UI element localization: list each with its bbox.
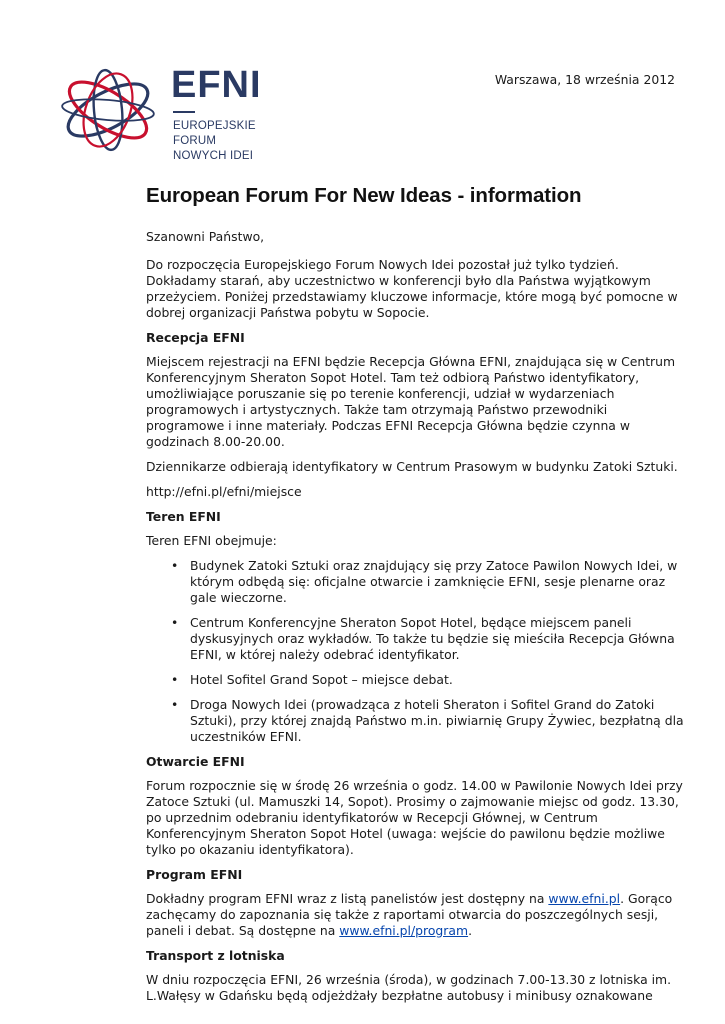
section-heading-program: Program EFNI <box>146 867 243 882</box>
recepcja-paragraph: Miejscem rejestracji na EFNI będzie Recepcja Główna EFNI, znajdująca się w Centrum Konferencyjnym Sheraton Sopot Hotel. Tam też odbiorą Państwo identyfikatory, umożliwiające poruszanie się po terenie konferencji, udział w wydarzeniach programowych i artystycznych. Także tam otrzymają Państwo przewodniki programowe i inne materiały. Podczas EFNI Recepcja Główna będzie czynna w godzinach 8.00-20.00. <box>146 354 676 449</box>
letter-date: Warszawa, 18 września 2012 <box>494 72 675 87</box>
efni-program-link[interactable]: www.efni.pl/program <box>339 923 469 938</box>
teren-intro: Teren EFNI obejmuje: <box>146 533 277 548</box>
program-text-c: . <box>468 923 473 938</box>
intro-paragraph: Do rozpoczęcia Europejskiego Forum Nowych Idei pozostał już tylko tydzień. Dokładamy starań, aby uczestnictwo w konferencji było dla Państwa wyjątkowym przeżyciem. Poniżej przedstawiamy kluczowe informacje, które mogą być pomocne w dobrej organizacji Państwa pobytu w Sopocie. <box>146 257 678 320</box>
efni-globe-icon <box>58 58 170 170</box>
logo-subtitle-line2: NOWYCH IDEI <box>173 150 254 162</box>
program-paragraph <box>146 891 686 939</box>
logo-title: EFNI <box>171 64 262 106</box>
logo-divider <box>173 111 195 113</box>
list-item: • Budynek Zatoki Sztuki oraz znajdujący się przy Zatoce Pawilon Nowych Idei, w którym odbędą się: oficjalne otwarcie i zamknięcie EFNI, sesje plenarne oraz gale wieczorne. <box>146 558 686 606</box>
section-heading-transport: Transport z lotniska <box>146 948 285 963</box>
section-heading-recepcja: Recepcja EFNI <box>146 330 245 345</box>
efni-link[interactable]: www.efni.pl <box>548 891 621 906</box>
logo-subtitle-line1: EUROPEJSKIE FORUM <box>173 120 256 147</box>
otwarcie-paragraph: Forum rozpocznie się w środę 26 września o godz. 14.00 w Pawilonie Nowych Idei przy Zatoce Sztuki (ul. Mamuszki 14, Sopot). Prosimy o zajmowanie miejsc od godz. 13.30, po uprzednim odebraniu identyfikatorów w Recepcji Głównej, w Centrum Konferencyjnym Sheraton Sopot Hotel (uwaga: wejście do pawilonu będzie możliwe tylko po okazaniu identyfikatora). <box>146 778 683 857</box>
section-heading-teren: Teren EFNI <box>146 509 221 524</box>
recepcja-press-paragraph: Dziennikarze odbierają identyfikatory w Centrum Prasowym w budynku Zatoki Sztuki. <box>146 459 678 474</box>
greeting: Szanowni Państwo, <box>146 229 265 244</box>
document-body <box>146 184 686 1013</box>
section-heading-otwarcie: Otwarcie EFNI <box>146 754 245 769</box>
logo-subtitle <box>173 119 298 164</box>
page-title: European Forum For New Ideas - information <box>146 184 582 207</box>
list-item: • Hotel Sofitel Grand Sopot – miejsce debat. <box>146 672 686 688</box>
efni-logo <box>58 58 298 170</box>
teren-list <box>146 558 686 745</box>
transport-paragraph: W dniu rozpoczęcia EFNI, 26 września (środa), w godzinach 7.00-13.30 z lotniska im. L.Wałęsy w Gdańsku będą odjeżdżały bezpłatne autobusy i minibusy oznakowane <box>146 972 672 1003</box>
program-text-a: Dokładny program EFNI wraz z listą panelistów jest dostępny na <box>146 891 549 906</box>
program-text-b: . Gorąco zachęcamy do zapoznania się także z raportami otwarcia do poszczególnych sesji, paneli i debat. Są dostępne na <box>146 891 673 938</box>
recepcja-url: http://efni.pl/efni/miejsce <box>146 484 302 499</box>
list-item: • Droga Nowych Idei (prowadząca z hoteli Sheraton i Sofitel Grand do Zatoki Sztuki), przy której znajdą Państwo m.in. piwiarnię Grupy Żywiec, bezpłatną dla uczestników EFNI. <box>146 697 686 745</box>
list-item: • Centrum Konferencyjne Sheraton Sopot Hotel, będące miejscem paneli dyskusyjnych oraz wykładów. To także tu będzie się mieściła Recepcja Główna EFNI, w której należy odebrać identyfikator. <box>146 615 686 663</box>
